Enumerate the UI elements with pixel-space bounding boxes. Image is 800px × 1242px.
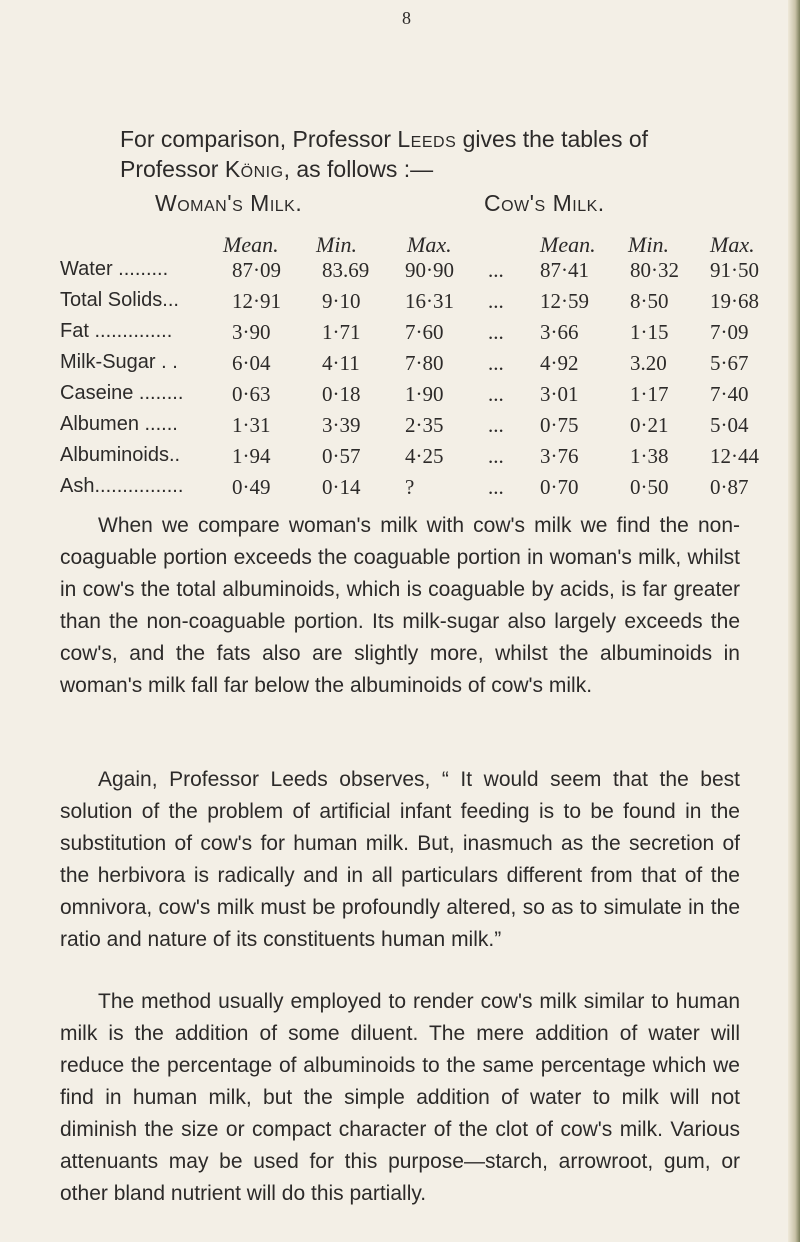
cow-max: 91·50 xyxy=(710,258,759,282)
table-group-woman: Woman's Milk. xyxy=(155,190,303,216)
paragraph-text: The method usually employed to render cow's milk similar to human milk is the addition of some diluent. The mere addition of water will reduce the percentage of albuminoids to the same percentage which we find in human milk, but the simple addition of water to milk will not diminish the size or compact character of the clot of cow's milk. Various attenuants may be used for this purpose—starch, arrowroot, gum, or other bland nutrient will do this partially. xyxy=(60,990,740,1205)
cow-mean: 0·75 xyxy=(540,413,579,437)
separator-dots: ... xyxy=(488,351,504,375)
cow-min: 1·17 xyxy=(630,382,669,406)
col-header: Max. xyxy=(710,232,755,257)
woman-min: 0·18 xyxy=(322,382,361,406)
page-number: 8 xyxy=(402,8,411,28)
woman-max: 4·25 xyxy=(405,444,444,468)
woman-max: 90·90 xyxy=(405,258,454,282)
cow-max: 12·44 xyxy=(710,444,759,468)
separator-dots: ... xyxy=(488,413,504,437)
cow-min: 0·50 xyxy=(630,475,669,499)
separator-dots: ... xyxy=(488,475,504,499)
intro-text xyxy=(120,124,740,184)
woman-min: 0·14 xyxy=(322,475,361,499)
intro-part: Professor xyxy=(120,156,225,182)
row-label: Ash................ xyxy=(60,475,184,497)
cow-min: 8·50 xyxy=(630,289,669,313)
cow-max: 7·40 xyxy=(710,382,749,406)
author-name: König xyxy=(224,156,284,182)
col-header: Mean. xyxy=(540,232,596,257)
paragraph-text: Again, Professor Leeds observes, “ It would seem that the best solution of the problem of artificial infant feeding is to be found in the substitution of cow's for human milk. But, inasmuch as the secretion of the herbivora is radically and in all particulars different from that of the omnivora, cow's milk must be profoundly altered, so as to simulate in the ratio and nature of its constituents human milk.” xyxy=(60,768,740,951)
row-label: Albumen ...... xyxy=(60,413,178,435)
separator-dots: ... xyxy=(488,289,504,313)
paragraph xyxy=(60,510,740,702)
intro-part: For comparison, Professor xyxy=(120,126,398,152)
cow-mean: 4·92 xyxy=(540,351,579,375)
row-label: Milk-Sugar . . xyxy=(60,351,178,373)
cow-mean: 0·70 xyxy=(540,475,579,499)
paragraph-text: When we compare woman's milk with cow's milk we find the non-coaguable portion exceeds the coaguable portion in woman's milk, whilst in cow's the total albuminoids, which is coaguable by acids, is far greater than the non-coaguable portion. Its milk-sugar also largely exceeds the cow's, and the fats also are slightly more, whilst the albuminoids in woman's milk fall far below the albuminoids of cow's milk. xyxy=(60,514,740,697)
cow-max: 7·09 xyxy=(710,320,749,344)
woman-mean: 6·04 xyxy=(232,351,271,375)
paragraph xyxy=(60,986,740,1210)
col-header: Min. xyxy=(316,232,357,257)
woman-min: 83.69 xyxy=(322,258,370,282)
woman-mean: 12·91 xyxy=(232,289,281,313)
woman-min: 0·57 xyxy=(322,444,361,468)
woman-mean: 1·31 xyxy=(232,413,271,437)
cow-max: 5·04 xyxy=(710,413,749,437)
woman-max: 2·35 xyxy=(405,413,444,437)
woman-mean: 0·63 xyxy=(232,382,271,406)
cow-min: 3.20 xyxy=(630,351,667,375)
row-label: Total Solids... xyxy=(60,289,179,311)
separator-dots: ... xyxy=(488,444,504,468)
cow-mean: 3·76 xyxy=(540,444,579,468)
col-header: Min. xyxy=(628,232,669,257)
woman-max: ? xyxy=(405,475,415,499)
woman-min: 3·39 xyxy=(322,413,361,437)
row-label: Fat .............. xyxy=(60,320,173,342)
row-label: Caseine ........ xyxy=(60,382,184,404)
cow-max: 0·87 xyxy=(710,475,749,499)
cow-max: 19·68 xyxy=(710,289,759,313)
woman-mean: 0·49 xyxy=(232,475,271,499)
cow-min: 1·38 xyxy=(630,444,669,468)
cow-mean: 3·01 xyxy=(540,382,579,406)
woman-max: 16·31 xyxy=(405,289,454,313)
author-name: Leeds xyxy=(397,126,457,152)
col-header: Max. xyxy=(407,232,452,257)
cow-min: 1·15 xyxy=(630,320,669,344)
woman-max: 7·80 xyxy=(405,351,444,375)
separator-dots: ... xyxy=(488,320,504,344)
woman-max: 7·60 xyxy=(405,320,444,344)
intro-part: , as follows :— xyxy=(283,156,434,182)
paragraph xyxy=(60,764,740,956)
cow-mean: 3·66 xyxy=(540,320,579,344)
woman-mean: 3·90 xyxy=(232,320,271,344)
woman-mean: 87·09 xyxy=(232,258,281,282)
separator-dots: ... xyxy=(488,382,504,406)
page-edge xyxy=(788,0,800,1242)
woman-min: 1·71 xyxy=(322,320,361,344)
cow-max: 5·67 xyxy=(710,351,749,375)
table-group-cow: Cow's Milk. xyxy=(484,190,605,216)
separator-dots: ... xyxy=(488,258,504,282)
cow-mean: 12·59 xyxy=(540,289,589,313)
cow-min: 80·32 xyxy=(630,258,679,282)
woman-max: 1·90 xyxy=(405,382,444,406)
intro-part: gives the tables of xyxy=(456,126,649,152)
row-label: Water ......... xyxy=(60,258,169,280)
cow-mean: 87·41 xyxy=(540,258,589,282)
woman-min: 4·11 xyxy=(322,351,360,375)
woman-min: 9·10 xyxy=(322,289,361,313)
cow-min: 0·21 xyxy=(630,413,669,437)
row-label: Albuminoids.. xyxy=(60,444,181,466)
col-header: Mean. xyxy=(223,232,279,257)
woman-mean: 1·94 xyxy=(232,444,271,468)
